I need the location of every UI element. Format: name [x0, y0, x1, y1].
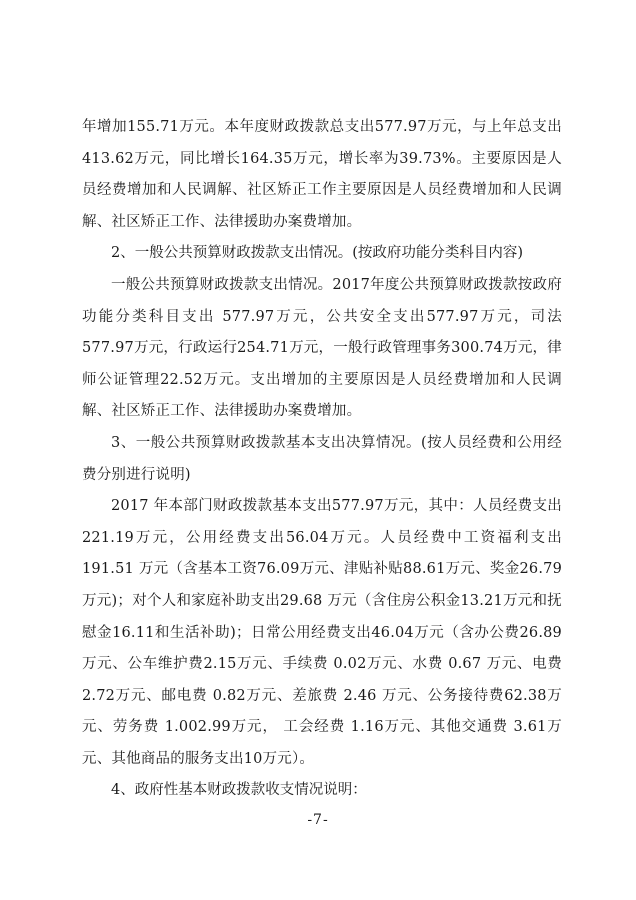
- section-heading-government-fund: 4、政府性基本财政拨款收支情况说明：: [111, 782, 367, 799]
- document-body: [82, 112, 562, 807]
- paragraph-general-budget-expenditure: 一般公共预算财政拨款支出情况。2017年度公共预算财政拨款按政府功能分类科目支出 577.97万元，公共安全支出577.97万元，司法577.97万元，行政运行254.71万元，一般行政管理事务300.74万元，律师公证管理22.52万元。支出增加的主要原因是人员经费增加和人民调解、社区矫正工作、法律援助办案费增加。: [82, 276, 562, 420]
- page-number: -7-: [307, 812, 329, 828]
- paragraph-basic-expenditure-detail: 2017 年本部门财政拨款基本支出577.97万元，其中：人员经费支出221.19万元，公用经费支出56.04万元。人员经费中工资福利支出191.51 万元（含基本工资76.09万元、津贴补贴88.61万元、奖金26.79 万元)；对个人和家庭补助支出29.68 万元（含住房公积金13.21万元和抚慰金16.11和生活补助)；日常公用经费支出46.04万元（含办公费26.89万元、公车维护费2.15万元、手续费 0.02万元、水费 0.67 万元、电费 2.72万元、邮电费 0.82万元、差旅费 2.46 万元、公务接待费62.38万元、劳务费 1.002.99万元， 工会经费 1.16万元、其他交通费 3.61万元、其他商品的服务支出10万元）。: [82, 498, 562, 767]
- section-heading-basic-expenditure: 3、一般公共预算财政拨款基本支出决算情况。(按人员经费和公用经费分别进行说明): [82, 434, 562, 483]
- paragraph-income-summary: 年增加155.71万元。本年度财政拨款总支出577.97万元，与上年总支出413.62万元，同比增长164.35万元，增长率为39.73%。主要原因是人员经费增加和人民调解、社区矫正工作主要原因是人员经费增加和人民调解、社区矫正工作、法律援助办案费增加。: [82, 119, 562, 230]
- section-heading-general-budget-expenditure: 2、一般公共预算财政拨款支出情况。(按政府功能分类科目内容): [111, 245, 524, 262]
